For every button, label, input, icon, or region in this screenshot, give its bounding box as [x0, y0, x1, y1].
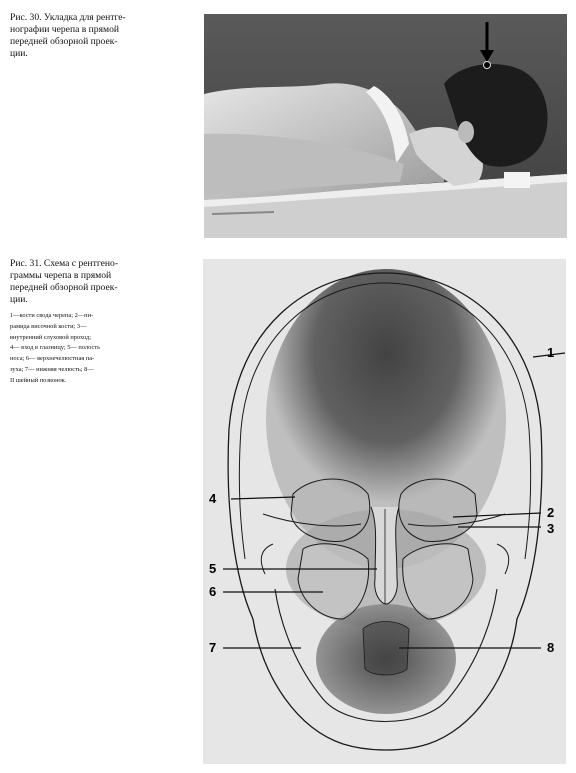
- label-3: 3: [547, 521, 555, 536]
- label-8: 8: [547, 640, 555, 655]
- label-1: 1: [547, 345, 555, 360]
- label-6: 6: [209, 584, 217, 599]
- label-2: 2: [547, 505, 555, 520]
- label-4: 4: [209, 491, 217, 506]
- figure-31-legend: 1—кости свода черепа; 2—пи- рамида височной кости; 3— внутренний слуховой проход; 4— вход в глазницу; 5— полость носа; 6— верхнечелюстная па- зуха; 7— нижняя челюсть; 8— II шейный позвонок.: [10, 312, 101, 384]
- figure-31-caption: Рис. 31. Схема с рентгено- граммы черепа в прямой передней обзорной проек- ции.: [10, 258, 119, 305]
- skull-radiograph-schema: [203, 259, 566, 764]
- label-7: 7: [209, 640, 217, 655]
- label-5: 5: [209, 561, 217, 576]
- patient-positioning-photo: [204, 14, 567, 238]
- figure-30-caption: Рис. 30. Укладка для рентге- нографии черепа в прямой передней обзорной проек- ции.: [10, 12, 126, 59]
